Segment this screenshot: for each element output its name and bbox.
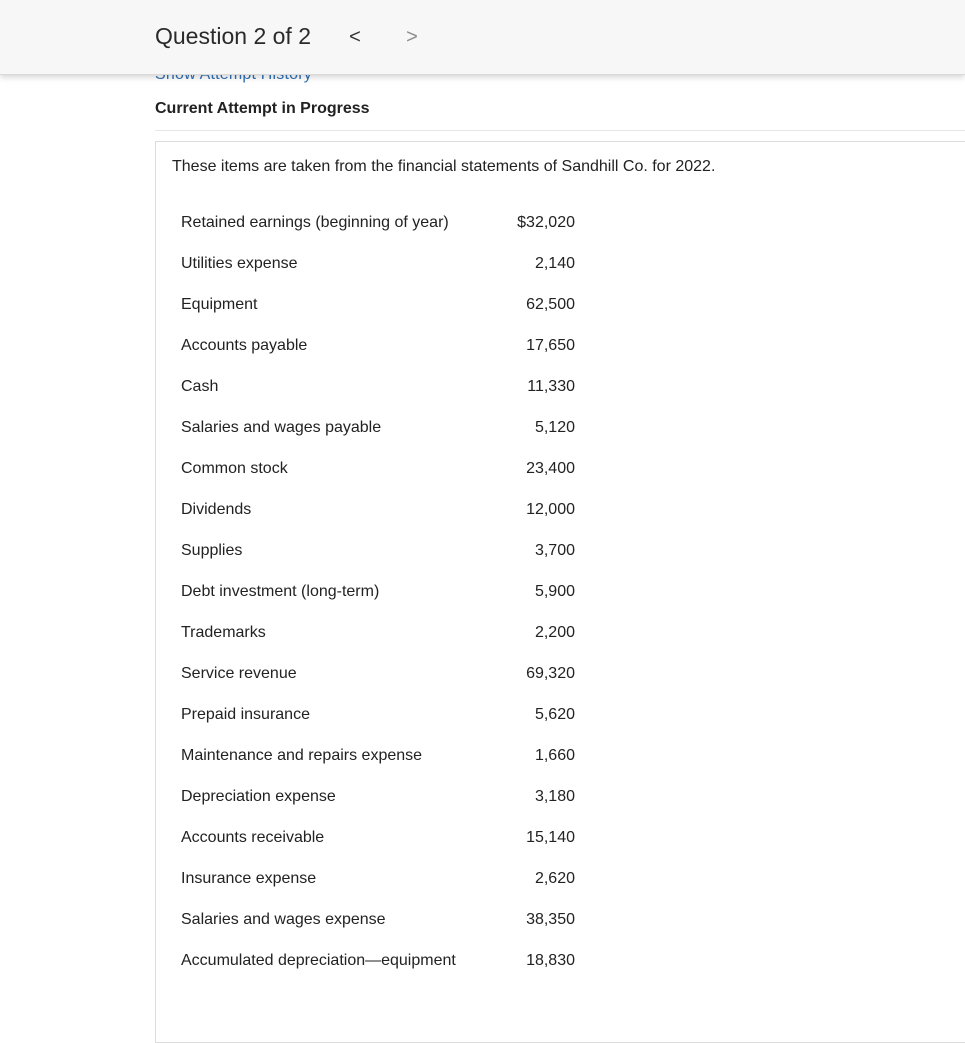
section-divider bbox=[155, 130, 965, 131]
financial-item-label: Cash bbox=[181, 378, 219, 395]
financial-item-row bbox=[181, 460, 575, 484]
financial-item-amount: 62,500 bbox=[526, 296, 575, 313]
financial-item-label: Depreciation expense bbox=[181, 788, 336, 805]
financial-item-amount: 23,400 bbox=[526, 460, 575, 477]
financial-item-amount: 3,180 bbox=[534, 788, 575, 805]
financial-item-label: Common stock bbox=[181, 460, 288, 477]
financial-item-label: Supplies bbox=[181, 542, 243, 559]
next-question-button[interactable]: > bbox=[406, 26, 418, 48]
financial-item-row bbox=[181, 542, 575, 566]
financial-item-label: Prepaid insurance bbox=[181, 706, 310, 723]
financial-item-row bbox=[181, 419, 575, 443]
financial-item-label: Retained earnings (beginning of year) bbox=[181, 214, 449, 231]
financial-item-amount: 69,320 bbox=[526, 665, 575, 682]
financial-item-row bbox=[181, 378, 575, 402]
financial-item-label: Salaries and wages expense bbox=[181, 911, 386, 928]
financial-item-row bbox=[181, 870, 575, 894]
financial-item-amount: 1,660 bbox=[534, 747, 575, 764]
financial-item-label: Accumulated depreciation—equipment bbox=[181, 952, 456, 969]
question-header-bar bbox=[0, 0, 965, 75]
financial-item-label: Trademarks bbox=[181, 624, 266, 641]
financial-item-label: Salaries and wages payable bbox=[181, 419, 382, 436]
financial-item-label: Service revenue bbox=[181, 665, 297, 682]
financial-item-label: Utilities expense bbox=[181, 255, 298, 272]
financial-item-amount: 3,700 bbox=[534, 542, 575, 559]
question-counter: Question 2 of 2 bbox=[155, 23, 311, 49]
financial-item-row bbox=[181, 788, 575, 812]
financial-item-label: Insurance expense bbox=[181, 870, 317, 887]
financial-item-label: Debt investment (long-term) bbox=[181, 583, 380, 600]
financial-item-row bbox=[181, 214, 575, 238]
financial-item-amount: 2,200 bbox=[534, 624, 575, 641]
financial-item-row bbox=[181, 583, 575, 607]
financial-item-amount: 18,830 bbox=[526, 952, 575, 969]
financial-item-label: Accounts payable bbox=[181, 337, 308, 354]
financial-item-amount: 2,140 bbox=[534, 255, 575, 272]
financial-item-amount: 15,140 bbox=[526, 829, 575, 846]
financial-item-amount: 5,620 bbox=[534, 706, 575, 723]
financial-item-label: Accounts receivable bbox=[181, 829, 325, 846]
financial-item-row bbox=[181, 747, 575, 771]
financial-item-label: Equipment bbox=[181, 296, 258, 313]
financial-item-row bbox=[181, 624, 575, 648]
current-attempt-title: Current Attempt in Progress bbox=[155, 100, 370, 117]
financial-item-amount: 12,000 bbox=[526, 501, 575, 518]
financial-item-row bbox=[181, 255, 575, 279]
financial-item-row bbox=[181, 911, 575, 935]
financial-item-amount: 38,350 bbox=[526, 911, 575, 928]
financial-item-amount: 5,900 bbox=[534, 583, 575, 600]
financial-item-amount: 5,120 bbox=[534, 419, 575, 436]
financial-item-row bbox=[181, 829, 575, 853]
financial-item-row bbox=[181, 952, 575, 976]
financial-item-amount: 17,650 bbox=[526, 337, 575, 354]
financial-item-row bbox=[181, 706, 575, 730]
financial-item-row bbox=[181, 665, 575, 689]
financial-item-amount: $32,020 bbox=[517, 214, 575, 231]
financial-item-label: Maintenance and repairs expense bbox=[181, 747, 423, 764]
financial-item-row bbox=[181, 501, 575, 525]
previous-question-button[interactable]: < bbox=[349, 26, 361, 48]
financial-item-amount: 11,330 bbox=[527, 378, 575, 395]
question-intro: These items are taken from the financial statements of Sandhill Co. for 2022. bbox=[172, 158, 716, 175]
financial-item-amount: 2,620 bbox=[534, 870, 575, 887]
financial-item-row bbox=[181, 337, 575, 361]
financial-item-label: Dividends bbox=[181, 501, 252, 518]
financial-item-row bbox=[181, 296, 575, 320]
